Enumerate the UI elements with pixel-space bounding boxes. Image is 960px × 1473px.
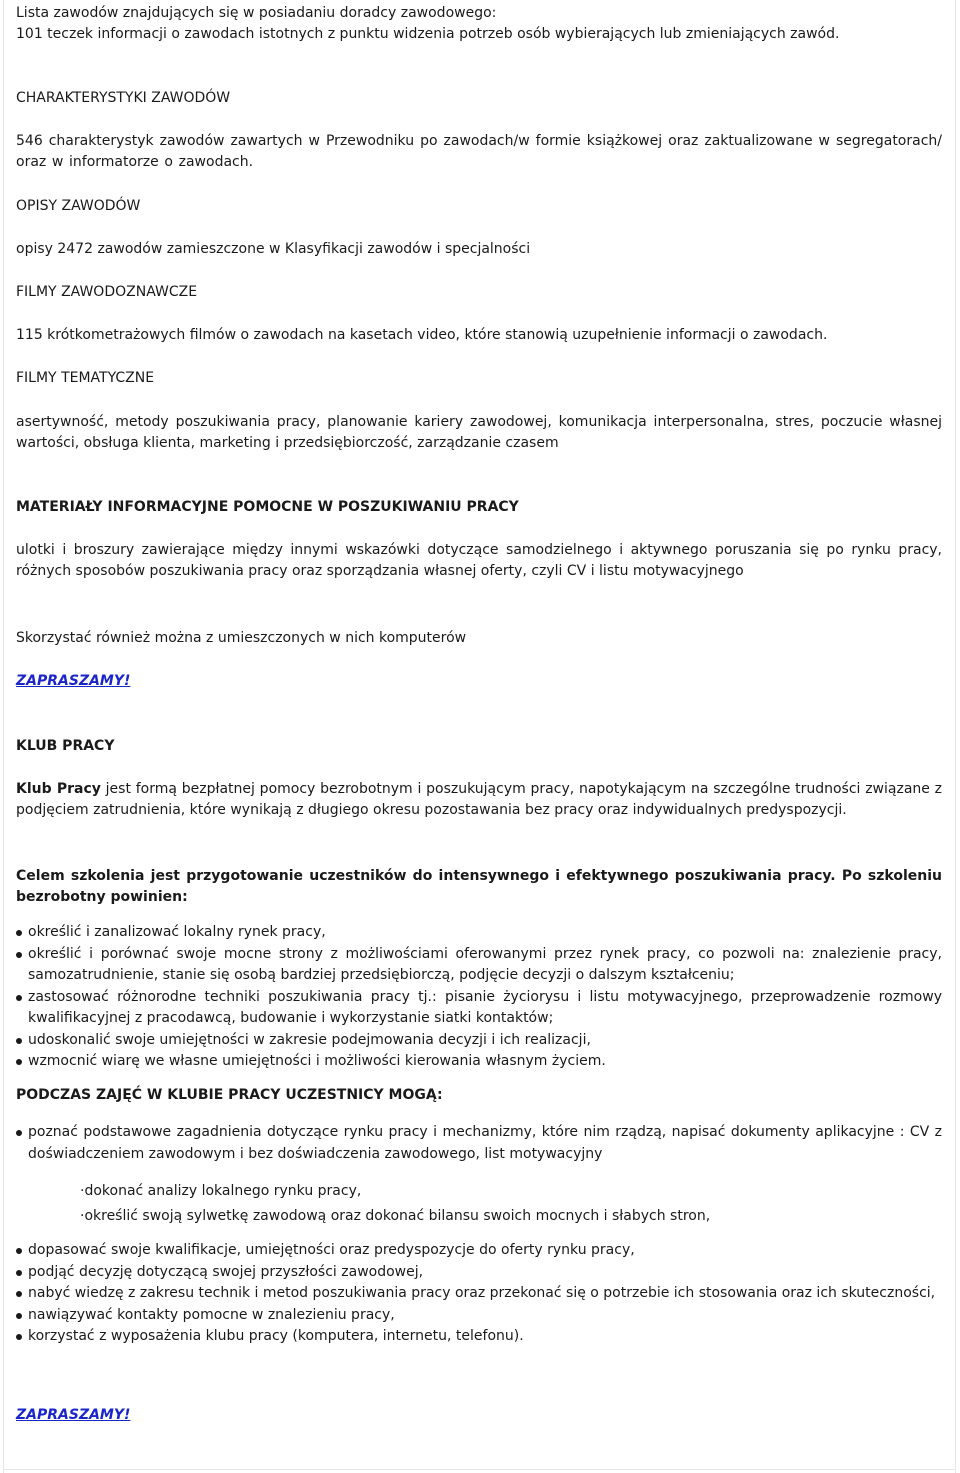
podczas-list-rest	[28, 1240, 942, 1348]
heading-materialy: MATERIAŁY INFORMACYJNE POMOCNE W POSZUKIWANIU PRACY	[16, 499, 519, 515]
zapraszamy-link-2[interactable]	[16, 1405, 942, 1426]
filmy-tematyczne-text: asertywność, metody poszukiwania pracy, planowanie kariery zawodowej, komunikacja interpersonalna, stres, poczucie własnej wartości, obsługa klienta, marketing i przedsiębiorczość, zarządzanie czasem	[16, 414, 942, 451]
zapraszamy-link-2-text[interactable]: ZAPRASZAMY!	[16, 1407, 131, 1423]
list-item: udoskonalić swoje umiejętności w zakresie podejmowania decyzji i ich realizacji,	[28, 1030, 942, 1052]
goals-list	[28, 922, 942, 1073]
materialy-text: ulotki i broszury zawierające między innymi wskazówki dotyczące samodzielnego i aktywnego poruszania się po rynku pracy, różnych sposobów poszukiwania pracy oraz sporządzania własnej oferty, czyli CV i listu motywacyjnego	[16, 542, 942, 579]
list-item: dopasować swoje kwalifikacje, umiejętności oraz predyspozycje do oferty rynku pracy,	[28, 1240, 942, 1262]
page-frame-bottom-border	[3, 1469, 956, 1470]
charakterystyki-text: 546 charakterystyk zawodów zawartych w Przewodniku po zawodach/w formie książkowej oraz zaktualizowane w segregatorach/ oraz w informatorze o zawodach.	[16, 133, 942, 170]
list-item: nabyć wiedzę z zakresu technik i metod poszukiwania pracy oraz przekonać się o potrzebie ich stosowania oraz ich skuteczności,	[28, 1283, 942, 1305]
list-item: nawiązywać kontakty pomocne w znalezieniu pracy,	[28, 1305, 942, 1327]
list-item: określić i porównać swoje mocne strony z możliwościami oferowanymi przez rynek pracy, co pozwoli na: znalezienie pracy, samozatrudnienie, stanie się osobą bardziej przedsiębiorczą, podjęcie decyzji o dalszym kształceniu;	[28, 944, 942, 987]
klub-pracy-intro	[16, 779, 942, 821]
podczas-list-first	[28, 1122, 942, 1165]
sub-item: ·określić swoją sylwetkę zawodową oraz dokonać bilansu swoich mocnych i słabych stron,	[80, 1208, 711, 1224]
klub-pracy-intro-bold: Klub Pracy	[16, 781, 101, 797]
heading-filmy-zawodoznawcze: FILMY ZAWODOZNAWCZE	[16, 284, 198, 300]
filmy-zawodoznawcze-text: 115 krótkometrażowych filmów o zawodach na kasetach video, które stanowią uzupełnienie informacji o zawodach.	[16, 327, 828, 343]
list-item: wzmocnić wiarę we własne umiejętności i możliwości kierowania własnym życiem.	[28, 1051, 942, 1073]
intro-line-2: 101 teczek informacji o zawodach istotnych z punktu widzenia potrzeb osób wybierających lub zmieniających zawód.	[16, 26, 840, 42]
materialy-note: Skorzystać również można z umieszczonych w nich komputerów	[16, 630, 467, 646]
zapraszamy-link-1[interactable]	[16, 671, 942, 692]
list-item: zastosować różnorodne techniki poszukiwania pracy tj.: pisanie życiorysu i listu motywacyjnego, przeprowadzenie rozmowy kwalifikacyjnej z pracodawcą, budowanie i wykorzystanie siatki kontaktów;	[28, 987, 942, 1030]
heading-opisy: OPISY ZAWODÓW	[16, 198, 141, 214]
heading-klub-pracy: KLUB PRACY	[16, 738, 115, 754]
list-item: podjąć decyzję dotyczącą swojej przyszłości zawodowej,	[28, 1262, 942, 1284]
list-item: poznać podstawowe zagadnienia dotyczące rynku pracy i mechanizmy, które nim rządzą, napisać dokumenty aplikacyjne : CV z doświadczeniem zawodowym i bez doświadczenia zawodowego, list motywacyjny	[28, 1122, 942, 1165]
list-item: określić i zanalizować lokalny rynek pracy,	[28, 922, 942, 944]
list-item: korzystać z wyposażenia klubu pracy (komputera, internetu, telefonu).	[28, 1326, 942, 1348]
page-frame-right-border	[955, 0, 956, 1473]
heading-podczas: PODCZAS ZAJĘĆ W KLUBIE PRACY UCZESTNICY MOGĄ:	[16, 1087, 443, 1103]
intro-line-1: Lista zawodów znajdujących się w posiadaniu doradcy zawodowego:	[16, 5, 497, 21]
heading-charakterystyki: CHARAKTERYSTYKI ZAWODÓW	[16, 90, 231, 106]
sub-item: ·dokonać analizy lokalnego rynku pracy,	[80, 1183, 362, 1199]
klub-pracy-goal: Celem szkolenia jest przygotowanie uczestników do intensywnego i efektywnego poszukiwania pracy. Po szkoleniu bezrobotny powinien:	[16, 868, 942, 905]
page-frame-left-border	[3, 0, 4, 1473]
heading-filmy-tematyczne: FILMY TEMATYCZNE	[16, 370, 155, 386]
klub-pracy-intro-rest: jest formą bezpłatnej pomocy bezrobotnym i poszukującym pracy, napotykającym na szczególne trudności związane z podjęciem zatrudnienia, które wynikają z długiego okresu pozostawania bez pracy oraz indywidualnych predyspozycji.	[16, 781, 943, 818]
zapraszamy-link-1-text[interactable]: ZAPRASZAMY!	[16, 673, 131, 689]
opisy-text: opisy 2472 zawodów zamieszczone w Klasyfikacji zawodów i specjalności	[16, 241, 531, 257]
